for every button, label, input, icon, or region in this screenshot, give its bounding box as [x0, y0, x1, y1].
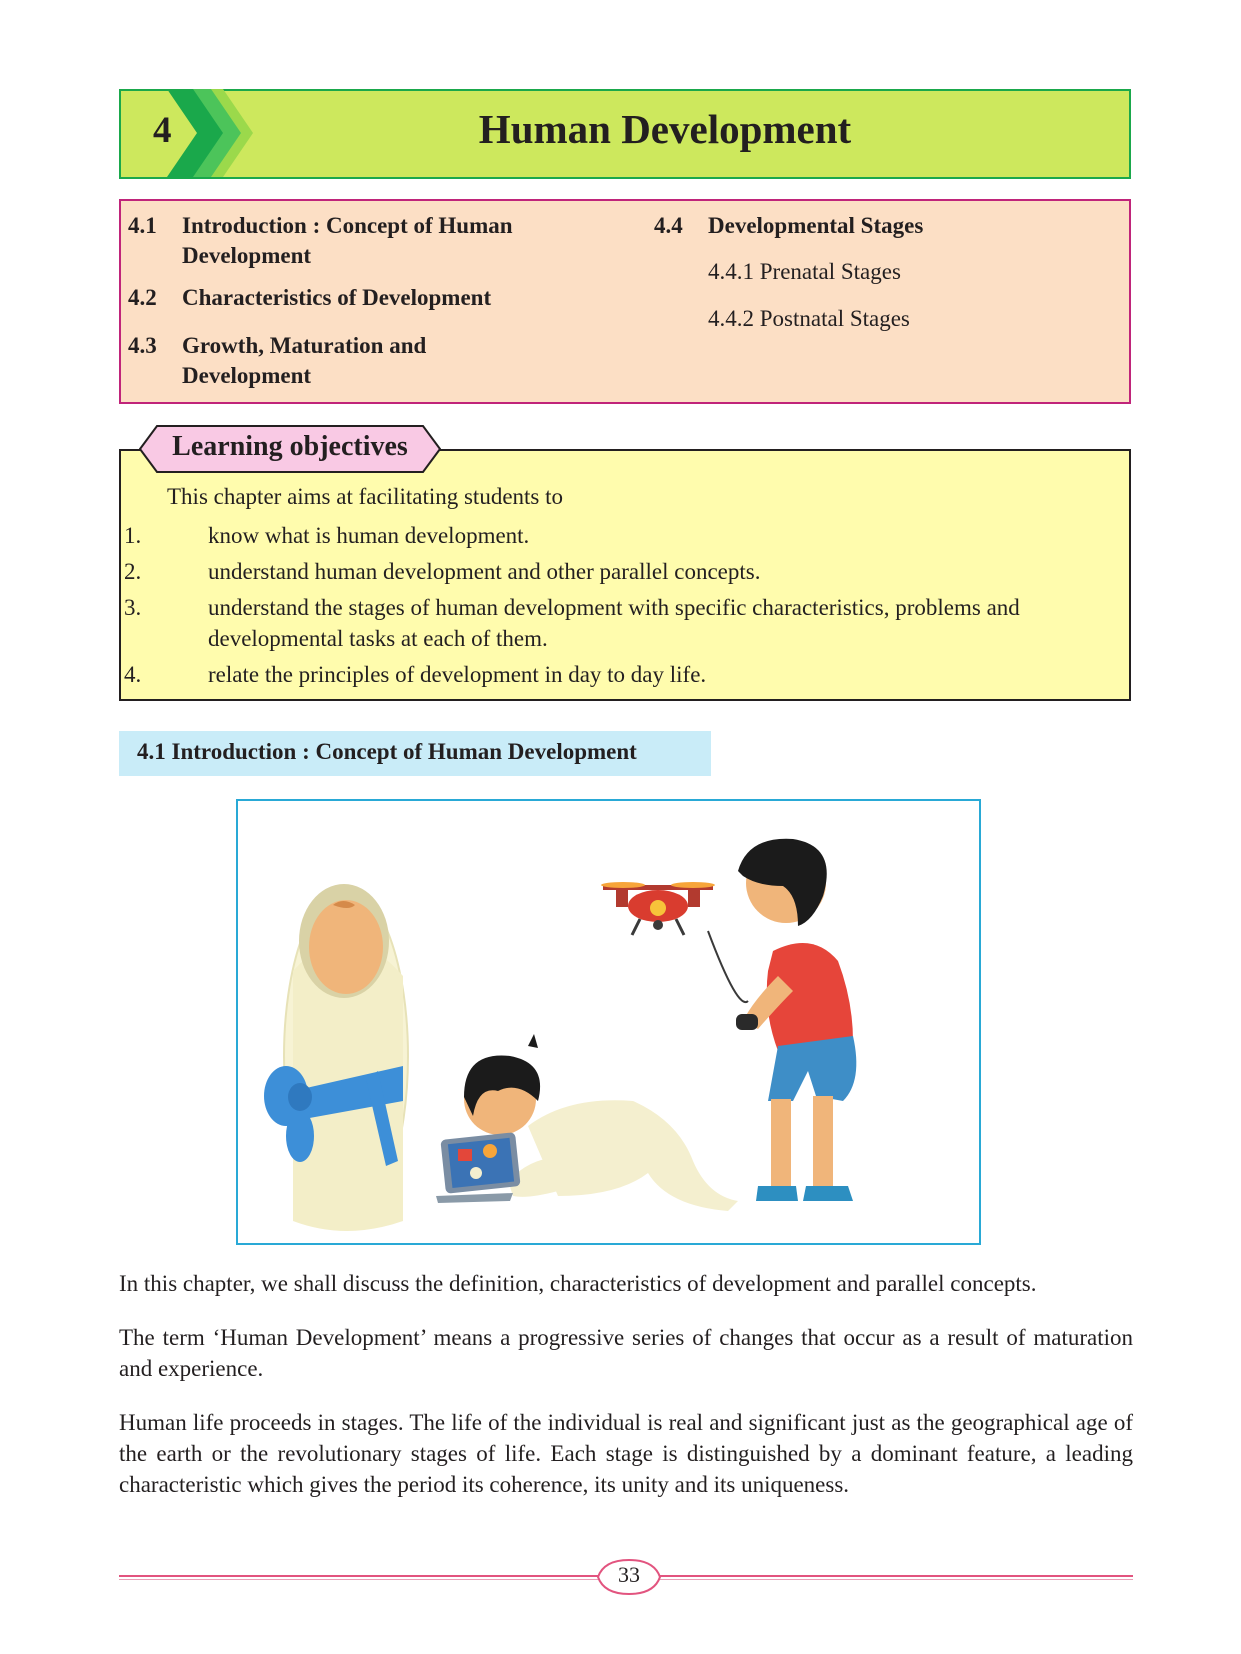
objective-text-line: understand the stages of human development with specific characteristics, problems and	[208, 595, 1020, 620]
human-development-illustration	[236, 799, 981, 1245]
toc-title	[182, 211, 602, 271]
crawling-toddler-icon	[436, 1034, 738, 1211]
objective-text-line: developmental tasks at each of them.	[208, 626, 548, 651]
section-heading-text: 4.1 Introduction : Concept of Human Development	[137, 739, 637, 764]
objectives-intro: This chapter aims at facilitating students to	[167, 484, 564, 509]
objective-text: understand human development and other parallel concepts.	[208, 559, 761, 584]
toc-title: Developmental Stages	[708, 213, 924, 238]
toc-title: Characteristics of Development	[182, 285, 492, 310]
learning-objectives-heading: Learning objectives	[172, 431, 408, 462]
page-number: 33	[618, 1562, 640, 1587]
chapter-title: Human Development	[478, 106, 852, 152]
toc-title-line: Development	[182, 243, 312, 268]
chapter-header	[119, 89, 1131, 179]
swaddled-baby-icon	[264, 884, 408, 1231]
toc-sub-4-4-1: 4.4.1 Prenatal Stages	[708, 259, 901, 284]
chapter-number: 4	[153, 110, 172, 151]
objective-number: 3.	[124, 595, 142, 620]
toc-number: 4.1	[128, 213, 157, 238]
drone-icon	[601, 882, 715, 935]
section-heading	[119, 731, 711, 776]
objective-text: know what is human development.	[208, 523, 530, 548]
objective-number: 4.	[124, 662, 142, 687]
toc-title-line: Growth, Maturation and	[182, 333, 427, 358]
toc-number: 4.3	[128, 333, 157, 358]
toc-title-line: Introduction : Concept of Human	[182, 213, 513, 238]
toc-title-line: Development	[182, 363, 312, 388]
objective-number: 2.	[124, 559, 142, 584]
boy-with-remote-icon	[708, 839, 856, 1201]
toc-sub-4-4-2: 4.4.2 Postnatal Stages	[708, 306, 910, 331]
illustration-graphic	[238, 801, 979, 1243]
body-paragraph: The term ‘Human Development’ means a progressive series of changes that occur as a result of maturation and experience.	[119, 1325, 1133, 1381]
objective-number: 1.	[124, 523, 142, 548]
body-paragraph: Human life proceeds in stages. The life of the individual is real and significant just as the geographical age of the earth or the revolutionary stages of life. Each stage is distinguished by a dominant feature, a leading characteristic which gives the period its coherence, its unity and its uniqueness.	[119, 1410, 1133, 1497]
toc-number: 4.2	[128, 285, 157, 310]
objective-text: relate the principles of development in day to day life.	[208, 662, 707, 687]
toc-number: 4.4	[654, 213, 683, 238]
body-paragraph: In this chapter, we shall discuss the definition, characteristics of development and parallel concepts.	[119, 1271, 1037, 1296]
objective-text	[208, 592, 1108, 654]
toc-title	[182, 331, 602, 391]
